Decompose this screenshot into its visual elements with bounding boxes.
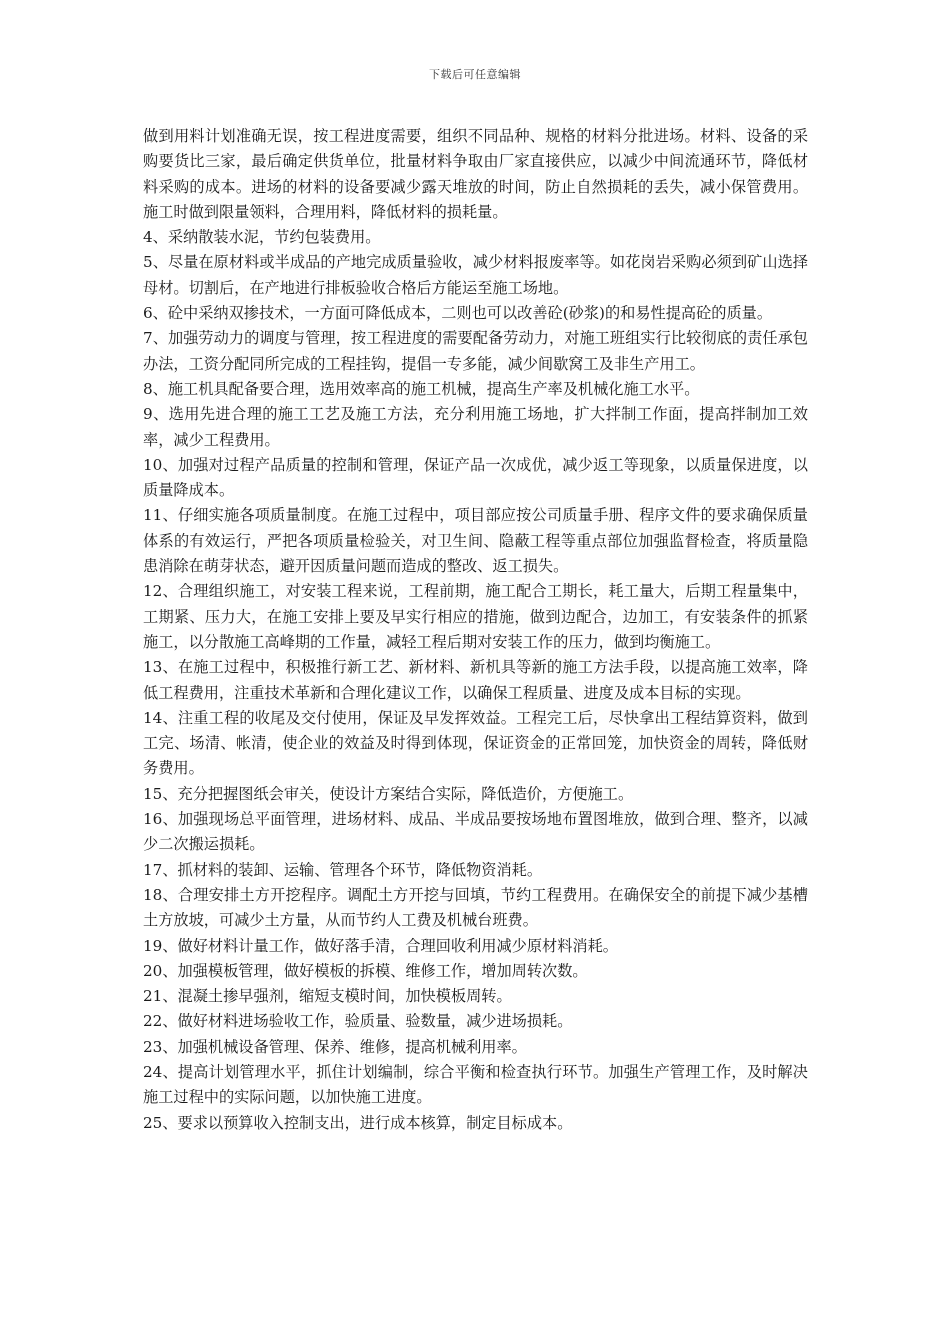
list-item-15: 15、充分把握图纸会审关，使设计方案结合实际，降低造价，方便施工。 bbox=[143, 784, 634, 803]
list-item-22: 22、做好材料进场验收工作，验质量、验数量，减少进场损耗。 bbox=[143, 1012, 573, 1031]
list-item-18: 18、合理安排土方开挖程序。调配土方开挖与回填，节约工程费用。在确保安全的前提下减少基槽土方放坡，可减少土方量，从而节约人工费及机械台班费。 bbox=[143, 885, 808, 930]
list-item-25: 25、要求以预算收入控制支出，进行成本核算，制定目标成本。 bbox=[143, 1113, 573, 1132]
list-item-21: 21、混凝土掺早强剂，缩短支模时间，加快模板周转。 bbox=[143, 987, 512, 1006]
list-item-7: 7、加强劳动力的调度与管理，按工程进度的需要配备劳动力，对施工班组实行比较彻底的责任承包办法，工资分配同所完成的工程挂钩，提倡一专多能，减少间歇窝工及非生产用工。 bbox=[143, 329, 808, 373]
list-item-19: 19、做好材料计量工作，做好落手清，合理回收利用减少原材料消耗。 bbox=[143, 936, 618, 955]
list-item-24: 24、提高计划管理水平，抓住计划编制，综合平衡和检查执行环节。加强生产管理工作，及时解决施工过程中的实际问题，以加快施工进度。 bbox=[143, 1062, 808, 1107]
list-item-9: 9、选用先进合理的施工工艺及施工方法，充分利用施工场地，扩大拌制工作面，提高拌制加工效率，减少工程费用。 bbox=[143, 405, 808, 449]
list-item-8: 8、施工机具配备要合理，选用效率高的施工机械，提高生产率及机械化施工水平。 bbox=[143, 379, 700, 398]
list-item-5: 5、尽量在原材料或半成品的产地完成质量验收，减少材料报废率等。如花岗岩采购必须到矿山选择母材。切割后，在产地进行排板验收合格后方能运至施工场地。 bbox=[143, 253, 808, 297]
list-item-20: 20、加强模板管理，做好模板的拆模、维修工作，增加周转次数。 bbox=[143, 961, 588, 980]
list-item-10: 10、加强对过程产品质量的控制和管理，保证产品一次成优，减少返工等现象，以质量保进度，以质量降成本。 bbox=[143, 455, 808, 500]
list-item-4: 4、采纳散装水泥，节约包装费用。 bbox=[143, 228, 381, 247]
list-item-11: 11、仔细实施各项质量制度。在施工过程中，项目部应按公司质量手册、程序文件的要求确保质量体系的有效运行，严把各项质量检验关，对卫生间、隐蔽工程等重点部位加强监督检查，将质量隐患消除在萌芽状态，避开因质量问题而造成的整改、返工损失。 bbox=[143, 506, 808, 576]
list-item-23: 23、加强机械设备管理、保养、维修，提高机械利用率。 bbox=[143, 1037, 527, 1056]
list-item-16: 16、加强现场总平面管理，进场材料、成品、半成品要按场地布置图堆放，做到合理、整齐，以减少二次搬运损耗。 bbox=[143, 810, 808, 854]
list-item-6: 6、砼中采纳双掺技术，一方面可降低成本，二则也可以改善砼(砂浆)的和易性提高砼的质量。 bbox=[143, 304, 773, 323]
page-header: 下载后可任意编辑 bbox=[429, 68, 521, 81]
list-item-17: 17、抓材料的装卸、运输、管理各个环节，降低物资消耗。 bbox=[143, 860, 543, 879]
list-item-14: 14、注重工程的收尾及交付使用，保证及早发挥效益。工程完工后，尽快拿出工程结算资料，做到工完、场清、帐清，使企业的效益及时得到体现，保证资金的正常回笼，加快资金的周转，降低财务费用。 bbox=[143, 708, 808, 778]
list-item-13: 13、在施工过程中，积极推行新工艺、新材料、新机具等新的施工方法手段，以提高施工效率，降低工程费用，注重技术革新和合理化建议工作，以确保工程质量、进度及成本目标的实现。 bbox=[143, 658, 808, 702]
list-item-12: 12、合理组织施工，对安装工程来说，工程前期，施工配合工期长，耗工量大，后期工程量集中，工期紧、压力大，在施工安排上要及早实行相应的措施，做到边配合，边加工，有安装条件的抓紧施工，以分散施工高峰期的工作量，减轻工程后期对安装工作的压力，做到均衡施工。 bbox=[143, 582, 808, 651]
document-body bbox=[143, 124, 808, 1136]
paragraph-intro: 做到用料计划准确无误，按工程进度需要，组织不同品种、规格的材料分批进场。材料、设备的采购要货比三家，最后确定供货单位，批量材料争取由厂家直接供应，以减少中间流通环节，降低材料采购的成本。进场的材料的设备要减少露天堆放的时间，防止自然损耗的丢失，减小保管费用。施工时做到限量领料，合理用料，降低材料的损耗量。 bbox=[143, 127, 808, 221]
